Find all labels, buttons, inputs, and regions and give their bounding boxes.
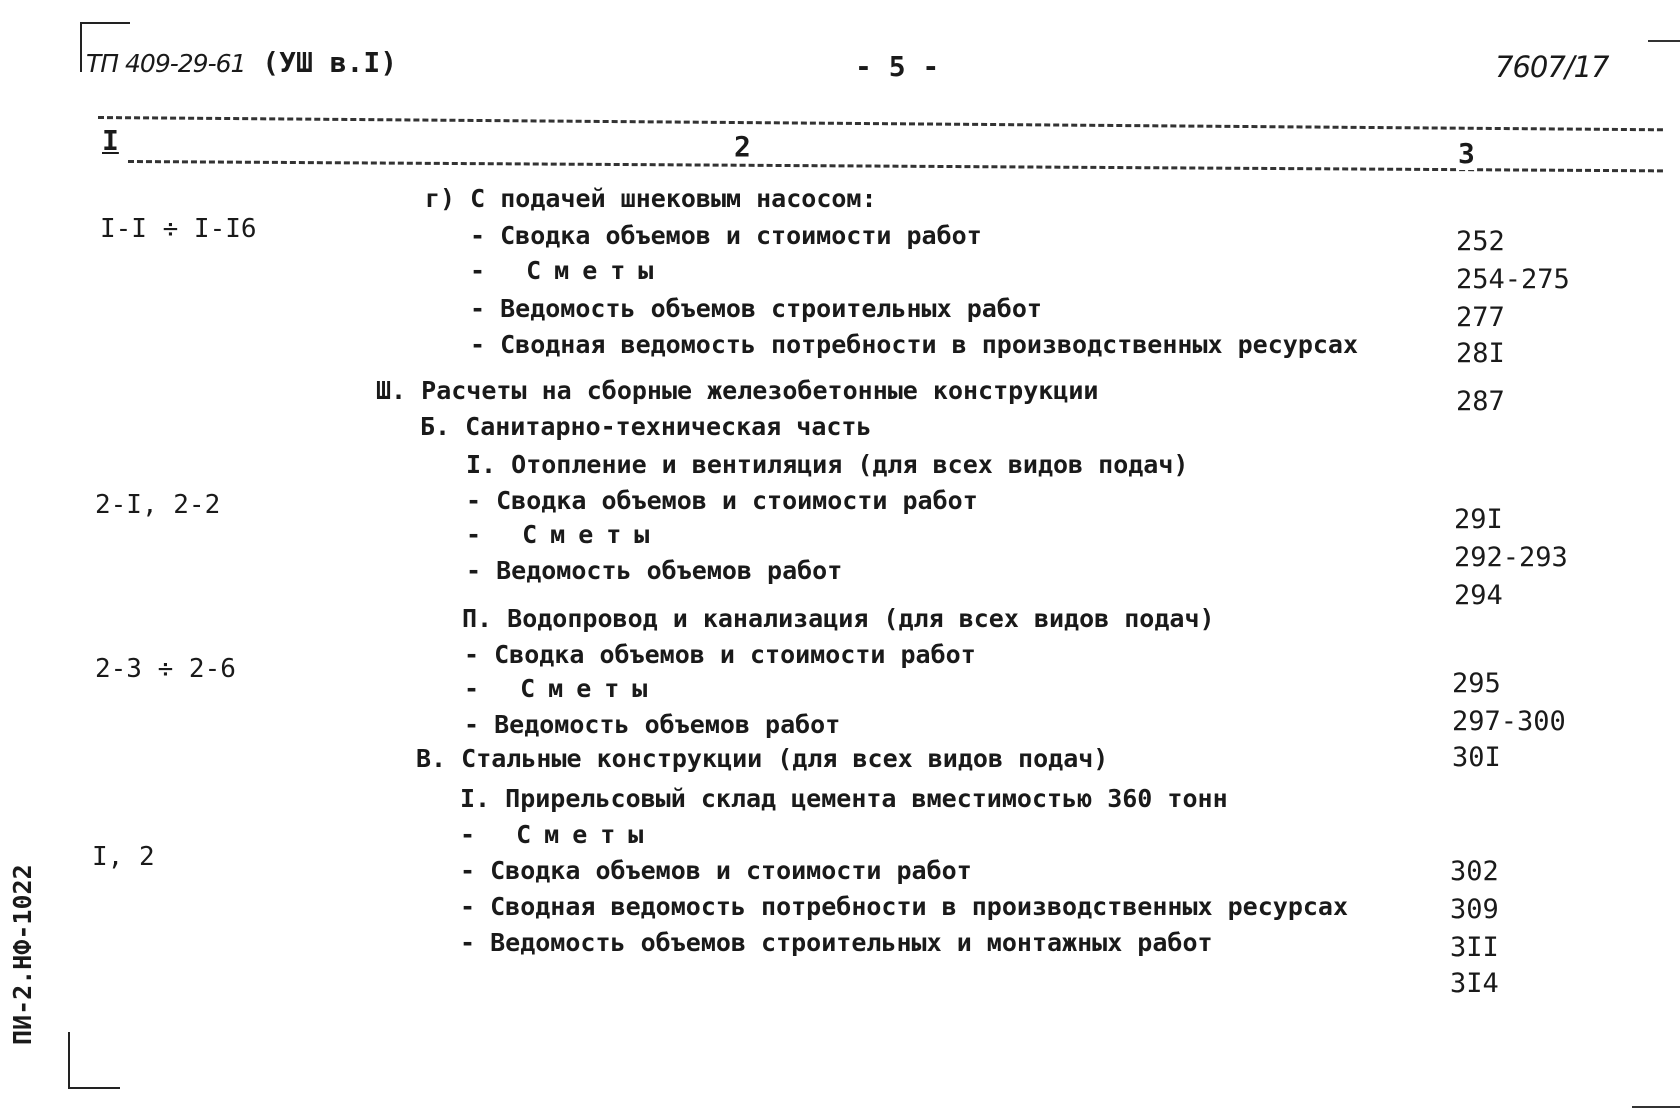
side-stamp: ПИ-2.НФ-1022 <box>8 864 37 1045</box>
row-page: 30I <box>1452 742 1501 773</box>
frame-corner-left <box>80 22 82 72</box>
doc-volume: (УШ в.I) <box>262 46 398 79</box>
row-text: - Ведомость объемов работ <box>466 556 843 585</box>
row-text: - Сметы <box>466 520 663 549</box>
margin-mark <box>1648 40 1680 42</box>
row-text: - Ведомость объемов строительных работ <box>470 294 1042 323</box>
row-page: 287 <box>1456 386 1505 417</box>
row-code: 2-I, 2-2 <box>95 490 221 520</box>
row-text: I. Прирельсовый склад цемента вместимостью 360 тонн <box>460 784 1228 813</box>
row-code: I, 2 <box>92 842 155 872</box>
row-text: - Сводка объемов и стоимости работ <box>464 640 976 669</box>
row-text: г) С подачей шнековым насосом: <box>425 184 877 213</box>
row-code: 2-3 ÷ 2-6 <box>95 654 236 684</box>
column-header-2: 2 <box>734 130 751 163</box>
page-number: - 5 - <box>855 50 940 83</box>
document-code <box>86 46 397 79</box>
row-page: 254-275 <box>1456 264 1570 295</box>
row-text: - Ведомость объемов работ <box>464 710 841 739</box>
row-page: 309 <box>1450 894 1499 925</box>
row-page: 302 <box>1450 856 1499 887</box>
row-page: 295 <box>1452 668 1501 699</box>
row-text: - Сметы <box>460 820 657 849</box>
row-text: Ш. Расчеты на сборные железобетонные конструкции <box>376 376 1099 405</box>
row-page: 277 <box>1456 302 1505 333</box>
row-page: 29I <box>1454 504 1503 535</box>
header-rule-bottom <box>128 160 1663 172</box>
row-page: 252 <box>1456 226 1505 257</box>
row-text: - Сводка объемов и стоимости работ <box>470 221 982 250</box>
row-text: - Сметы <box>464 674 661 703</box>
frame-corner-bottom-v <box>68 1032 70 1089</box>
row-page: 3I4 <box>1450 968 1499 999</box>
row-page: 292-293 <box>1454 542 1568 573</box>
row-text: - Сводка объемов и стоимости работ <box>460 856 972 885</box>
row-page: 28I <box>1456 338 1505 369</box>
row-code: I-I ÷ I-I6 <box>100 214 257 244</box>
doc-code: ТП 409-29-61 <box>86 49 246 78</box>
row-text: Б. Санитарно-техническая часть <box>420 412 872 441</box>
row-text: - Сметы <box>470 256 667 285</box>
row-text: - Сводка объемов и стоимости работ <box>466 486 978 515</box>
frame-corner-bottom-h <box>68 1087 120 1089</box>
row-text: I. Отопление и вентиляция (для всех видов подач) <box>466 450 1189 479</box>
frame-corner-top <box>80 22 130 24</box>
row-text: - Сводная ведомость потребности в производственных ресурсах <box>460 892 1349 921</box>
registry-number: 7607/17 <box>1495 50 1609 84</box>
row-text: П. Водопровод и канализация (для всех видов подач) <box>462 604 1215 633</box>
row-text: В. Стальные конструкции (для всех видов подач) <box>416 744 1109 773</box>
margin-mark-bottom <box>1632 1106 1680 1108</box>
row-text: - Сводная ведомость потребности в производственных ресурсах <box>470 330 1359 359</box>
row-text: - Ведомость объемов строительных и монтажных работ <box>460 928 1213 957</box>
header-rule-top <box>98 116 1663 131</box>
column-header-1: I <box>102 124 119 157</box>
row-page: 3II <box>1450 932 1499 963</box>
column-header-3: 3 <box>1458 137 1475 170</box>
row-page: 297-300 <box>1452 706 1566 737</box>
row-page: 294 <box>1454 580 1503 611</box>
